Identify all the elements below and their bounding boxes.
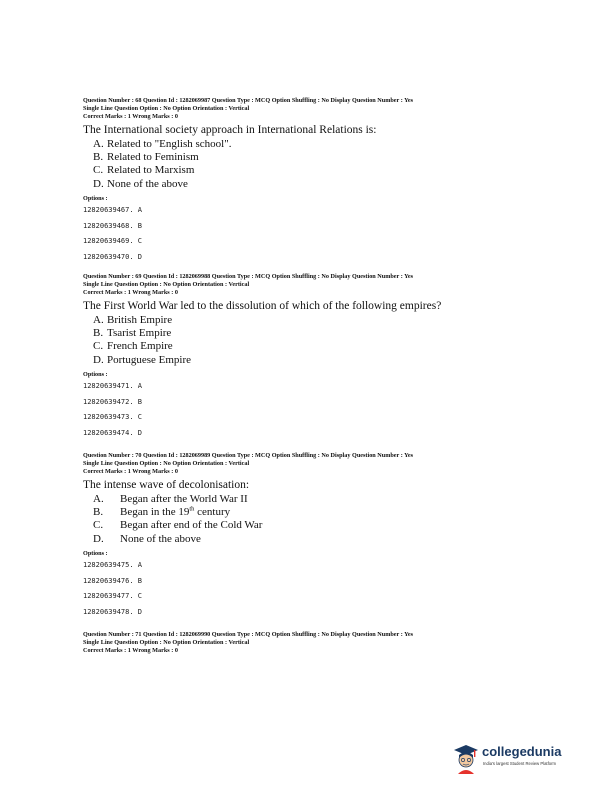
option-text: None of the above [120, 532, 201, 545]
option-letter: B. [93, 151, 104, 164]
options-label: Options : [83, 194, 108, 202]
option-c [93, 164, 523, 177]
question-marks: Correct Marks : 1 Wrong Marks : 0 [83, 467, 178, 475]
option-d [93, 533, 523, 546]
question-71 [83, 631, 523, 654]
question-meta-orientation: Single Line Question Option : No Option Orientation : Vertical [83, 459, 250, 467]
question-69 [83, 273, 523, 442]
option-id: 12820639468. B [83, 221, 143, 230]
option-letter: C. [93, 164, 104, 177]
option-b [93, 327, 523, 340]
option-id: 12820639470. D [83, 253, 143, 262]
question-meta: Question Number : 68 Question Id : 1282069987 Question Type : MCQ Option Shuffling : No Display Question Number : Yes [83, 97, 414, 104]
option-id: 12820639469. C [83, 237, 143, 246]
option-text: Tsarist Empire [107, 327, 172, 340]
question-meta: Question Number : 71 Question Id : 1282069990 Question Type : MCQ Option Shuffling : No Display Question Number : Yes [83, 631, 414, 638]
option-a [93, 493, 523, 506]
option-id-list [83, 203, 523, 266]
collegedunia-logo [452, 742, 570, 774]
option-text: Began after end of the Cold War [120, 519, 263, 532]
option-c [93, 340, 523, 353]
option-text: French Empire [107, 340, 173, 353]
option-text: Related to Marxism [107, 164, 195, 177]
option-id: 12820639471. A [83, 381, 143, 390]
option-letter: A. [93, 313, 104, 326]
option-a [93, 138, 523, 151]
question-meta-orientation: Single Line Question Option : No Option Orientation : Vertical [83, 104, 250, 112]
option-letter: D. [93, 353, 104, 366]
superscript-ordinal: th [189, 505, 195, 513]
option-id: 12820639476. B [83, 576, 143, 585]
option-text: Began in the 19 [120, 506, 190, 519]
answer-options [83, 314, 523, 367]
brand-name: collegedunia [482, 744, 562, 759]
option-letter: D. [93, 532, 104, 545]
question-meta-orientation: Single Line Question Option : No Option Orientation : Vertical [83, 280, 250, 288]
option-text-tail: century [194, 506, 231, 519]
question-68 [83, 97, 523, 266]
question-marks: Correct Marks : 1 Wrong Marks : 0 [83, 646, 178, 654]
option-id: 12820639475. A [83, 560, 143, 569]
option-letter: D. [93, 177, 104, 190]
question-marks: Correct Marks : 1 Wrong Marks : 0 [83, 288, 178, 296]
answer-options [83, 138, 523, 191]
question-meta-orientation: Single Line Question Option : No Option Orientation : Vertical [83, 638, 250, 646]
option-id: 12820639478. D [83, 608, 143, 617]
question-marks: Correct Marks : 1 Wrong Marks : 0 [83, 112, 178, 120]
option-letter: C. [93, 340, 104, 353]
option-text: British Empire [107, 313, 173, 326]
option-id: 12820639472. B [83, 397, 143, 406]
option-id: 12820639474. D [83, 429, 143, 438]
option-letter: A. [93, 492, 104, 505]
option-d [93, 178, 523, 191]
option-a [93, 314, 523, 327]
options-label: Options : [83, 549, 108, 557]
option-letter: A. [93, 137, 104, 150]
question-text: The First World War led to the dissolution of which of the following empires? [83, 300, 442, 313]
brand-tagline: India's largest Student Review Platform [483, 761, 556, 766]
option-letter: B. [93, 327, 104, 340]
question-text: The International society approach in International Relations is: [83, 124, 377, 137]
option-b [93, 151, 523, 164]
option-d [93, 354, 523, 367]
option-text: Related to Feminism [107, 151, 199, 164]
question-meta: Question Number : 70 Question Id : 1282069989 Question Type : MCQ Option Shuffling : No Display Question Number : Yes [83, 452, 414, 459]
answer-options [83, 493, 523, 546]
option-id: 12820639467. A [83, 205, 143, 214]
option-text: None of the above [107, 177, 188, 190]
option-letter: B. [93, 506, 104, 519]
option-id-list [83, 558, 523, 621]
question-meta: Question Number : 69 Question Id : 1282069988 Question Type : MCQ Option Shuffling : No Display Question Number : Yes [83, 273, 414, 280]
option-b [93, 506, 523, 519]
option-id: 12820639477. C [83, 592, 143, 601]
option-text: Began after the World War II [120, 492, 248, 505]
option-c [93, 519, 523, 532]
option-text: Portuguese Empire [107, 353, 192, 366]
question-70 [83, 452, 523, 621]
option-text: Related to "English school". [107, 137, 232, 150]
options-label: Options : [83, 370, 108, 378]
option-letter: C. [93, 519, 104, 532]
option-id: 12820639473. C [83, 413, 143, 422]
graduate-mascot-icon [452, 742, 480, 774]
question-text: The intense wave of decolonisation: [83, 479, 250, 492]
option-id-list [83, 379, 523, 442]
